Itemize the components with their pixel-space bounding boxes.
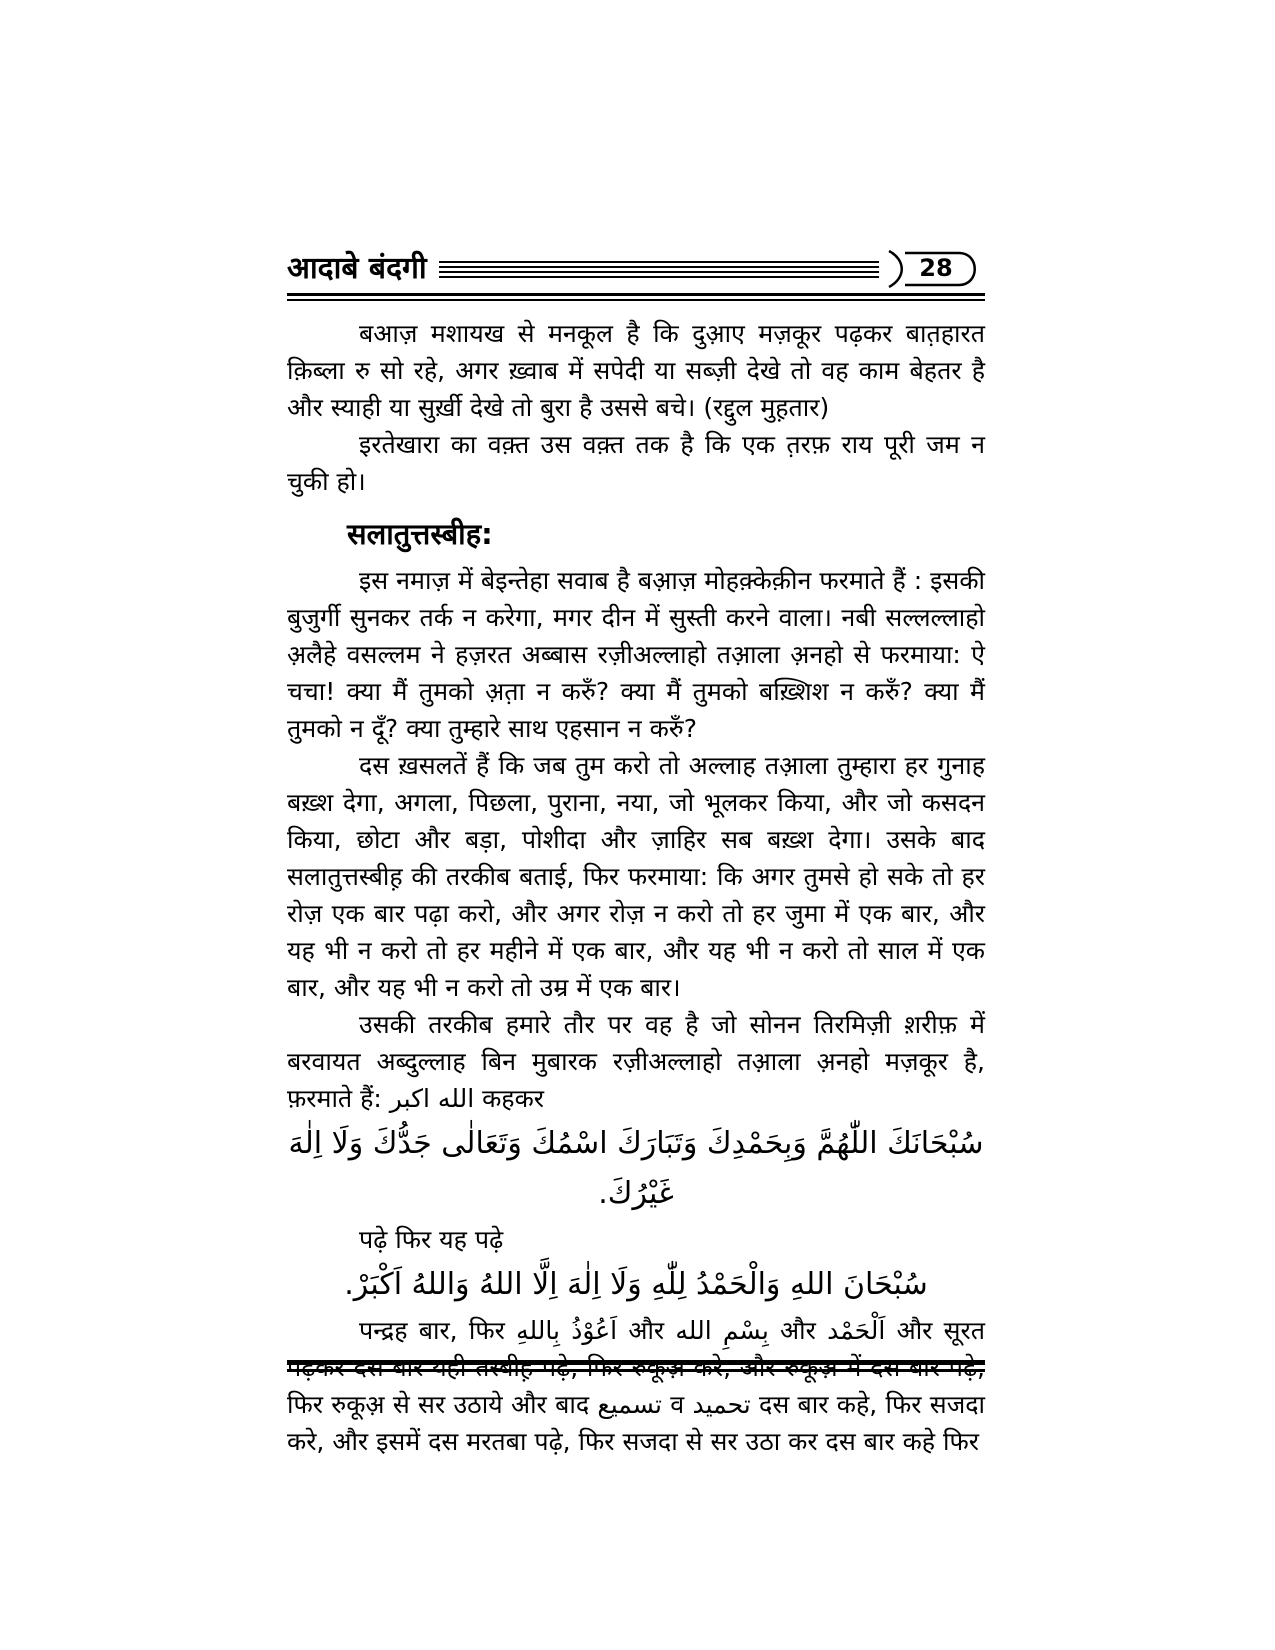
header-thin-line (439, 266, 879, 268)
header-thin-line (439, 276, 879, 278)
page-header (287, 248, 985, 301)
book-title: आदाबे बंदगी (287, 251, 427, 286)
paragraph-1: बआज़ मशायख से मनकूल है कि दुआ़ए मज़कूर पढ़कर बात़हारत क़िब्ला रु सो रहे, अगर ख़्वाब में सपेदी या सब्ज़ी देखे तो वह काम बेहतर है और स्याही या सुर्ख़ी देखे तो बुरा है उससे बचे। (रद्दुल मुह़तार) (287, 319, 985, 422)
paragraph-5: उसकी तरकीब हमारे तौर पर वह है जो सोनन तिरमिज़ी श़रीफ़ में बरवायत अब्दुल्लाह बिन मुबारक रज़ीअल्लाहो तआ़ला अ़नहो मज़कूर है, फ़रमाते हैं: الله اكبر कहकर (287, 1010, 985, 1113)
section-heading: सलातुत्तस्बीह: (347, 517, 493, 551)
page-number: 28 (919, 254, 953, 282)
header-row (287, 248, 985, 290)
paragraph-2: इरतेखारा का वक़्त उस वक़्त तक है कि एक त़रफ़ राय पूरी जम न चुकी हो। (287, 430, 985, 496)
arabic-dua-2: سُبْحَانَ اللهِ وَالْحَمْدُ لِلّٰهِ وَلَا اِلٰهَ اِلَّا اللهُ وَاللهُ اَكْبَرْ. (344, 1267, 928, 1302)
header-thin-line (439, 271, 879, 273)
page-body (287, 315, 985, 1460)
header-divider (287, 293, 985, 301)
paragraph-7: पन्द्रह बार, फिर اَعُوْذُ بِاللهِ और بِسْمِ الله और اَلْحَمْد और सूरत पढ़कर दस बार यही तस्बीह़ पढ़े, फिर रुकूअ़ करे, और रुकूअ़ में दस बार पढ़े, फिर रुकूअ़ से सर उठाये और बाद تسميع व تحميد दस बार कहे, फिर सजदा करे, और इसमें दस मरतबा पढ़े, फिर सजदा से सर उठा कर दस बार कहे फिर (287, 1316, 986, 1456)
header-rule-lines (439, 261, 879, 278)
paragraph-4: दस ख़सलतें हैं कि जब तुम करो तो अल्लाह तआ़ला तुम्हारा हर गुनाह बख़्श देगा, अगला, पिछला, पुराना, नया, जो भूलकर किया, और जो कसदन किया, छोटा और बड़ा, पोशीदा और ज़ाहिर सब बख़्श देगा। उसके बाद सलातुत्तस्बीह़ की तरकीब बताई, फिर फरमाया: कि अगर तुमसे हो सके तो हर रोज़ एक बार पढ़ा करो, और अगर रोज़ न करो तो हर जुमा में एक बार, और यह भी न करो तो हर महीने में एक बार, और यह भी न करो तो साल में एक बार, और यह भी न करो तो उम्र में एक बार। (287, 751, 985, 1002)
header-thin-line (439, 261, 879, 263)
page-number-badge (881, 248, 985, 290)
paragraph-3: इस नमाज़ में बेइन्तेहा सवाब है बआ़ज़ मोहक़्केक़ीन फरमाते हैं : इसकी बुजुर्गी सुनकर तर्क न करेगा, मगर दीन में सुस्ती करने वाला। नबी सल्लल्लाहो अ़लैहे वसल्लम ने हज़रत अब्बास रज़ीअल्लाहो तआ़ला अ़नहो से फरमाया: ऐ चचा! क्या मैं तुमको अ़त़ा न करुँ? क्या मैं तुमको बख़्शिश न करुँ? क्या मैं तुमको न दूँ? क्या तुम्हारे साथ एहसान न करुँ? (287, 566, 985, 743)
paragraph-6: पढ़े फिर यह पढ़े (359, 1225, 504, 1254)
page-content (287, 248, 985, 1460)
arabic-dua-1: سُبْحَانَكَ اللّٰهُمَّ وَبِحَمْدِكَ وَتَبَارَكَ اسْمُكَ وَتَعَالٰى جَدُّكَ وَلَا اِلٰهَ غَيْرُكَ. (288, 1126, 984, 1211)
footer-divider (287, 1360, 985, 1372)
